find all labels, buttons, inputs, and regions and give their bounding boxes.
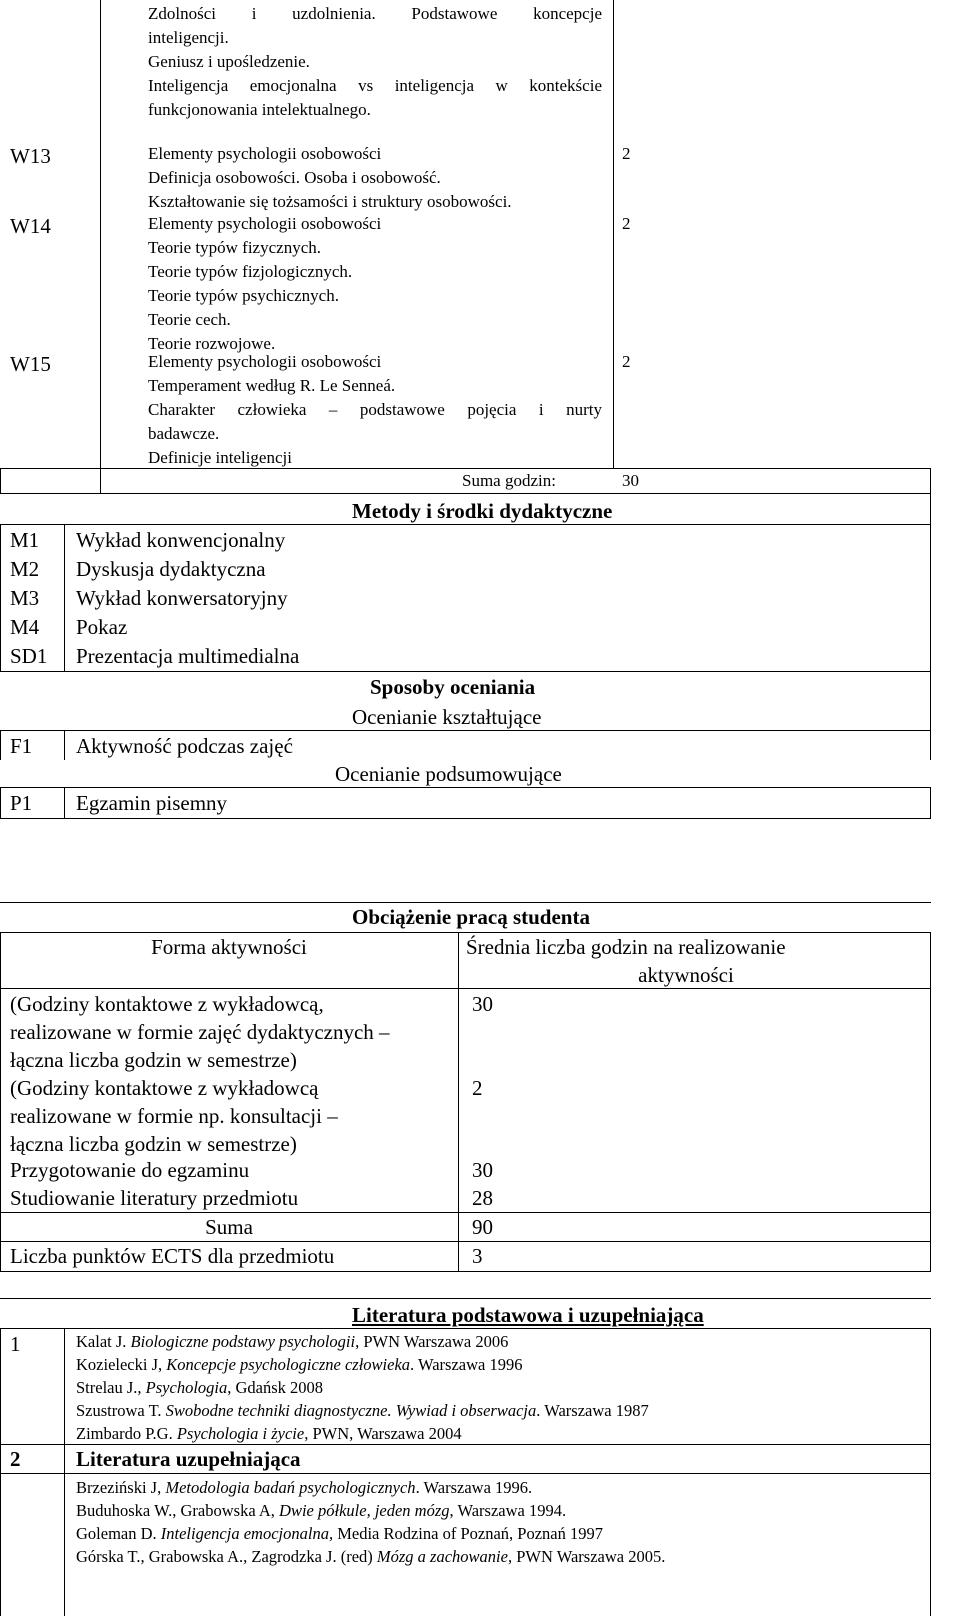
lit-entry: Goleman D. Inteligencja emocjonalna, Media Rodzina of Poznań, Poznań 1997 bbox=[76, 1524, 603, 1543]
topic-line: Zdolności i uzdolnienia. Podstawowe koncepcje bbox=[148, 4, 602, 23]
basic-lit-list bbox=[76, 1330, 926, 1445]
activity-line: (Godziny kontaktowe z wykładowcą, bbox=[10, 992, 324, 1016]
workload-heading: Obciążenie pracą studenta bbox=[352, 905, 590, 929]
method-label: Dyskusja dydaktyczna bbox=[76, 557, 266, 581]
ects-label: Liczba punktów ECTS dla przedmiotu bbox=[10, 1244, 335, 1268]
workload-activity: Studiowanie literatury przedmiotu bbox=[10, 1186, 299, 1210]
sum-hours-label: Suma godzin: bbox=[462, 471, 556, 490]
assessment-heading: Sposoby oceniania bbox=[370, 675, 536, 699]
topic-line: Elementy psychologii osobowości bbox=[148, 352, 382, 371]
lit-entry: Kalat J. Biologiczne podstawy psychologii, PWN Warszawa 2006 bbox=[76, 1332, 509, 1351]
activity-line: łączna liczba godzin w semestrze) bbox=[10, 1048, 297, 1072]
topic-line: Inteligencja emocjonalna vs inteligencja w kontekście bbox=[148, 76, 602, 95]
activity-line: łączna liczba godzin w semestrze) bbox=[10, 1132, 297, 1156]
topic-line: inteligencji. bbox=[148, 28, 229, 47]
workload-activity: Przygotowanie do egzaminu bbox=[10, 1158, 250, 1182]
workload-hours: 2 bbox=[472, 1076, 483, 1100]
formative-code: F1 bbox=[10, 734, 33, 758]
workload-col2-header bbox=[466, 933, 906, 989]
method-code: SD1 bbox=[10, 644, 48, 668]
topic-content bbox=[148, 350, 602, 470]
topic-line: Definicja osobowości. Osoba i osobowość. bbox=[148, 168, 441, 187]
topic-line: badawcze. bbox=[148, 424, 220, 443]
topic-line: Charakter człowieka – podstawowe pojęcia i nurty bbox=[148, 400, 602, 419]
lit-entry: Buduhoska W., Grabowska A, Dwie półkule, jeden mózg, Warszawa 1994. bbox=[76, 1501, 567, 1520]
topic-line: Teorie typów fizycznych. bbox=[148, 238, 321, 257]
workload-hours: 30 bbox=[472, 1158, 493, 1182]
topic-hours: 2 bbox=[622, 214, 631, 233]
summative-label: Egzamin pisemny bbox=[76, 791, 228, 815]
method-code: M3 bbox=[10, 586, 40, 610]
topic-line: Geniusz i upośledzenie. bbox=[148, 52, 310, 71]
topic-line: Elementy psychologii osobowości bbox=[148, 214, 382, 233]
header-line: aktywności bbox=[638, 963, 734, 987]
workload-activity bbox=[10, 990, 455, 1074]
workload-hours: 30 bbox=[472, 992, 493, 1016]
activity-line: realizowane w formie np. konsultacji – bbox=[10, 1104, 338, 1128]
topic-line: Definicje inteligencji bbox=[148, 448, 292, 467]
lit-entry: Górska T., Grabowska A., Zagrodzka J. (red) Mózg a zachowanie, PWN Warszawa 2005. bbox=[76, 1547, 666, 1566]
lit-entry: Zimbardo P.G. Psychologia i życie, PWN, Warszawa 2004 bbox=[76, 1424, 462, 1443]
topic-hours: 2 bbox=[622, 144, 631, 163]
method-code: M4 bbox=[10, 615, 40, 639]
topic-hours: 2 bbox=[622, 352, 631, 371]
literature-heading: Literatura podstawowa i uzupełniająca bbox=[352, 1303, 704, 1327]
supp-lit-number: 2 bbox=[10, 1447, 21, 1471]
lit-entry: Strelau J., Psychologia, Gdańsk 2008 bbox=[76, 1378, 324, 1397]
formative-heading: Ocenianie kształtujące bbox=[352, 705, 542, 729]
method-label: Wykład konwersatoryjny bbox=[76, 586, 288, 610]
summative-heading: Ocenianie podsumowujące bbox=[335, 762, 562, 786]
topic-line: Kształtowanie się tożsamości i struktury osobowości. bbox=[148, 192, 512, 211]
topic-code: W15 bbox=[10, 352, 51, 376]
topic-content bbox=[148, 212, 602, 356]
sum-hours-value: 30 bbox=[622, 471, 639, 490]
method-code: M2 bbox=[10, 557, 40, 581]
topic-line: Teorie rozwojowe. bbox=[148, 334, 276, 353]
lit-entry: Kozielecki J, Koncepcje psychologiczne człowieka. Warszawa 1996 bbox=[76, 1355, 523, 1374]
workload-sum-label: Suma bbox=[205, 1215, 253, 1239]
topic-code: W14 bbox=[10, 214, 51, 238]
method-label: Wykład konwencjonalny bbox=[76, 528, 286, 552]
topic-code: W13 bbox=[10, 144, 51, 168]
method-label: Prezentacja multimedialna bbox=[76, 644, 300, 668]
summative-code: P1 bbox=[10, 791, 33, 815]
workload-sum-value: 90 bbox=[472, 1215, 493, 1239]
lit-entry: Szustrowa T. Swobodne techniki diagnostyczne. Wywiad i obserwacja. Warszawa 1987 bbox=[76, 1401, 649, 1420]
formative-label: Aktywność podczas zajęć bbox=[76, 734, 293, 758]
supp-lit-list bbox=[76, 1476, 926, 1568]
method-code: M1 bbox=[10, 528, 40, 552]
workload-col1-header: Forma aktywności bbox=[151, 935, 307, 959]
ects-value: 3 bbox=[472, 1244, 483, 1268]
workload-hours: 28 bbox=[472, 1186, 493, 1210]
header-line: Średnia liczba godzin na realizowanie bbox=[466, 935, 786, 959]
topic-line: Teorie cech. bbox=[148, 310, 231, 329]
topic-line: Temperament według R. Le Senneá. bbox=[148, 376, 396, 395]
topic-line: Elementy psychologii osobowości bbox=[148, 144, 382, 163]
supp-lit-heading: Literatura uzupełniająca bbox=[76, 1447, 301, 1471]
topic-continuation bbox=[148, 2, 602, 122]
workload-activity bbox=[10, 1074, 455, 1158]
method-label: Pokaz bbox=[76, 615, 128, 639]
activity-line: realizowane w formie zajęć dydaktycznych – bbox=[10, 1020, 390, 1044]
basic-lit-number: 1 bbox=[10, 1332, 21, 1356]
topic-line: funkcjonowania intelektualnego. bbox=[148, 100, 371, 119]
lit-entry: Brzeziński J, Metodologia badań psychologicznych. Warszawa 1996. bbox=[76, 1478, 533, 1497]
activity-line: (Godziny kontaktowe z wykładowcą bbox=[10, 1076, 319, 1100]
methods-heading: Metody i środki dydaktyczne bbox=[352, 499, 613, 523]
topic-content bbox=[148, 142, 602, 214]
topic-line: Teorie typów fizjologicznych. bbox=[148, 262, 353, 281]
topic-line: Teorie typów psychicznych. bbox=[148, 286, 339, 305]
